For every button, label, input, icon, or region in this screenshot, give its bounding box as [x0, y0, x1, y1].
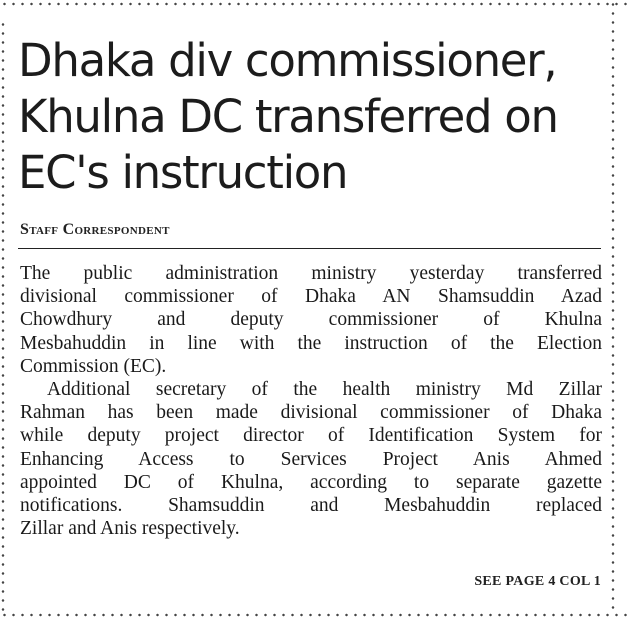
dotted-border-top: [0, 2, 629, 6]
body-line: Chowdhury and deputy commissioner of Khulna: [20, 309, 602, 331]
body-line: The public administration ministry yesterday transferred: [20, 263, 602, 284]
body-line: divisional commissioner of Dhaka AN Shamsuddin Azad: [20, 286, 602, 308]
body-line: Mesbahuddin in line with the instruction of the Election: [20, 332, 602, 354]
article-body: [20, 262, 602, 540]
body-line: Enhancing Access to Services Project Anis Ahmed: [20, 448, 602, 470]
headline-line: Dhaka div commissioner,: [18, 34, 557, 87]
headline-line: Khulna DC transferred on: [18, 90, 558, 143]
body-line: Zillar and Anis respectively.: [20, 518, 240, 540]
body-line: Rahman has been made divisional commissioner of Dhaka: [20, 402, 602, 424]
byline: Staff Correspondent: [20, 221, 170, 238]
continuation-jump-link[interactable]: SEE PAGE 4 COL 1: [474, 574, 601, 589]
byline-divider: [18, 248, 601, 249]
body-line: Additional secretary of the health ministry Md Zillar: [47, 378, 602, 400]
dotted-border-bottom: [0, 613, 629, 617]
body-line: Commission (EC).: [20, 355, 167, 377]
headline-line: EC's instruction: [18, 146, 348, 199]
dotted-border-right: [611, 0, 615, 612]
body-line: while deputy project director of Identification System for: [20, 425, 602, 447]
article-headline: [18, 33, 608, 201]
body-line: appointed DC of Khulna, according to separate gazette: [20, 471, 602, 493]
dotted-border-left: [1, 20, 5, 612]
body-line: notifications. Shamsuddin and Mesbahuddin replaced: [20, 494, 602, 516]
